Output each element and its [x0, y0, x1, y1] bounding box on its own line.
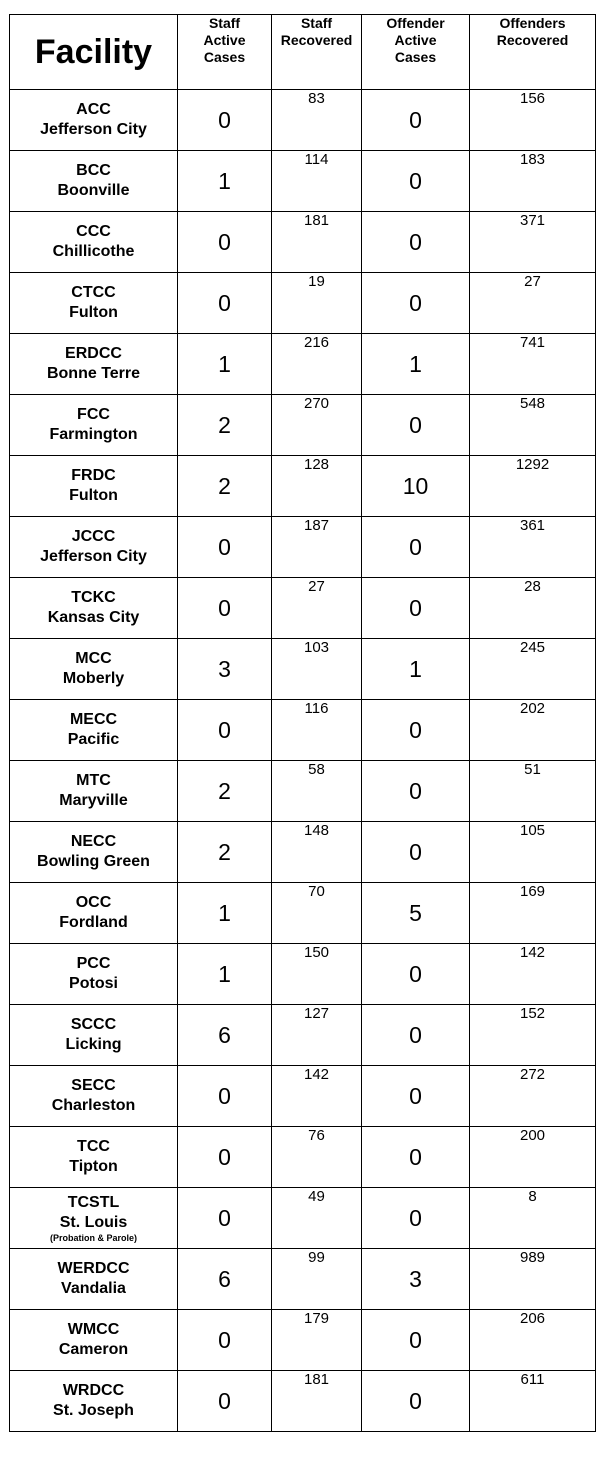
offender-active-cases-cell: 3 — [362, 1249, 470, 1310]
staff-recovered-cell: 103 — [272, 639, 362, 700]
offender-active-cases-cell: 1 — [362, 639, 470, 700]
facility-cell — [10, 1066, 178, 1127]
staff-active-cases-cell: 0 — [178, 578, 272, 639]
facility-city: Chillicothe — [52, 243, 135, 260]
staff-active-cases-cell: 1 — [178, 334, 272, 395]
table-row — [10, 700, 596, 761]
offender-active-cases-cell: 0 — [362, 1371, 470, 1432]
staff-active-cases-cell: 1 — [178, 151, 272, 212]
table-row — [10, 944, 596, 1005]
facility-code: MCC — [75, 650, 112, 667]
staff-active-cases-cell: 0 — [178, 273, 272, 334]
offenders-recovered-cell: 202 — [470, 700, 596, 761]
facility-code: MECC — [69, 711, 118, 728]
facility-code: FCC — [77, 406, 110, 423]
table-row — [10, 151, 596, 212]
header-offender-active-cases — [362, 15, 470, 90]
facility-city: Cameron — [58, 1341, 129, 1358]
staff-recovered-cell: 58 — [272, 761, 362, 822]
facility-cell — [10, 334, 178, 395]
staff-active-cases-cell: 0 — [178, 90, 272, 151]
offenders-recovered-cell: 105 — [470, 822, 596, 883]
facility-city: Fulton — [69, 304, 118, 321]
offenders-recovered-cell: 51 — [470, 761, 596, 822]
facility-city: St. Louis — [59, 1213, 128, 1231]
facility-code: WERDCC — [57, 1260, 130, 1277]
facility-cell — [10, 578, 178, 639]
offenders-recovered-cell: 611 — [470, 1371, 596, 1432]
facility-cell — [10, 944, 178, 1005]
table-row — [10, 1310, 596, 1371]
offenders-recovered-cell: 8 — [470, 1188, 596, 1249]
staff-active-cases-cell: 6 — [178, 1005, 272, 1066]
table-row — [10, 334, 596, 395]
offender-active-cases-cell: 0 — [362, 1066, 470, 1127]
facility-code: BCC — [76, 162, 111, 179]
facility-city: Jefferson City — [40, 121, 147, 138]
facility-city: Boonville — [57, 182, 130, 199]
facility-code: OCC — [75, 894, 112, 911]
offender-active-cases-cell: 0 — [362, 1188, 470, 1249]
table-row — [10, 578, 596, 639]
offenders-recovered-cell: 741 — [470, 334, 596, 395]
offenders-recovered-cell: 245 — [470, 639, 596, 700]
facility-cell — [10, 883, 178, 944]
offenders-recovered-cell: 142 — [470, 944, 596, 1005]
header-line: Recovered — [280, 32, 353, 48]
offender-active-cases-cell: 10 — [362, 456, 470, 517]
facility-code: SECC — [71, 1077, 116, 1094]
staff-recovered-cell: 128 — [272, 456, 362, 517]
facility-code: TCC — [77, 1138, 110, 1155]
facility-code: PCC — [76, 955, 111, 972]
offenders-recovered-cell: 169 — [470, 883, 596, 944]
staff-recovered-cell: 187 — [272, 517, 362, 578]
offender-active-cases-cell: 0 — [362, 212, 470, 273]
offender-active-cases-cell: 5 — [362, 883, 470, 944]
offenders-recovered-cell: 206 — [470, 1310, 596, 1371]
facility-cell — [10, 1249, 178, 1310]
offender-active-cases-cell: 0 — [362, 700, 470, 761]
table-row — [10, 639, 596, 700]
facility-code: WRDCC — [62, 1382, 125, 1399]
facility-code: CCC — [76, 223, 111, 240]
table-row — [10, 1188, 596, 1249]
facility-city: Vandalia — [61, 1280, 126, 1297]
facility-city: Pacific — [67, 731, 120, 748]
facility-cell — [10, 1127, 178, 1188]
offenders-recovered-cell: 200 — [470, 1127, 596, 1188]
staff-active-cases-cell: 0 — [178, 1127, 272, 1188]
facility-cell — [10, 822, 178, 883]
table-row — [10, 90, 596, 151]
facility-city: Jefferson City — [40, 548, 147, 565]
header-offenders-recovered — [470, 15, 596, 90]
table-row — [10, 212, 596, 273]
offender-active-cases-cell: 0 — [362, 944, 470, 1005]
facility-cell — [10, 90, 178, 151]
staff-recovered-cell: 179 — [272, 1310, 362, 1371]
staff-recovered-cell: 116 — [272, 700, 362, 761]
facility-cell — [10, 1005, 178, 1066]
facility-code: ACC — [76, 101, 111, 118]
header-staff-active-cases — [178, 15, 272, 90]
facility-code: MTC — [76, 772, 111, 789]
facility-city: Charleston — [51, 1097, 136, 1114]
staff-active-cases-cell: 2 — [178, 822, 272, 883]
header-staff-recovered — [272, 15, 362, 90]
offenders-recovered-cell: 989 — [470, 1249, 596, 1310]
facility-cases-table — [9, 14, 596, 1432]
table-row — [10, 456, 596, 517]
staff-active-cases-cell: 2 — [178, 395, 272, 456]
table-row — [10, 517, 596, 578]
facility-cell — [10, 700, 178, 761]
header-line: Offender — [386, 15, 445, 31]
staff-active-cases-cell: 0 — [178, 700, 272, 761]
header-facility: Facility — [10, 15, 178, 90]
staff-recovered-cell: 216 — [272, 334, 362, 395]
facility-code: SCCC — [70, 1016, 117, 1033]
facility-code: TCSTL — [67, 1193, 120, 1211]
facility-code: CTCC — [71, 284, 116, 301]
facility-city: Kansas City — [47, 609, 140, 626]
facility-code: WMCC — [67, 1321, 120, 1338]
staff-recovered-cell: 270 — [272, 395, 362, 456]
staff-recovered-cell: 83 — [272, 90, 362, 151]
offenders-recovered-cell: 27 — [470, 273, 596, 334]
offenders-recovered-cell: 272 — [470, 1066, 596, 1127]
facility-cell — [10, 1371, 178, 1432]
offender-active-cases-cell: 0 — [362, 151, 470, 212]
table-row — [10, 1371, 596, 1432]
offender-active-cases-cell: 0 — [362, 761, 470, 822]
header-line: Staff — [208, 15, 241, 31]
offenders-recovered-cell: 548 — [470, 395, 596, 456]
facility-city: Farmington — [49, 426, 138, 443]
facility-cell — [10, 151, 178, 212]
staff-active-cases-cell: 1 — [178, 883, 272, 944]
offenders-recovered-cell: 156 — [470, 90, 596, 151]
offender-active-cases-cell: 0 — [362, 517, 470, 578]
header-line: Staff — [300, 15, 333, 31]
staff-active-cases-cell: 2 — [178, 456, 272, 517]
facility-code: JCCC — [71, 528, 116, 545]
staff-recovered-cell: 70 — [272, 883, 362, 944]
staff-active-cases-cell: 0 — [178, 1371, 272, 1432]
staff-recovered-cell: 19 — [272, 273, 362, 334]
facility-code: FRDC — [71, 467, 116, 484]
offender-active-cases-cell: 0 — [362, 395, 470, 456]
facility-city: Tipton — [69, 1158, 118, 1175]
staff-recovered-cell: 49 — [272, 1188, 362, 1249]
table-body — [10, 90, 596, 1432]
offender-active-cases-cell: 0 — [362, 273, 470, 334]
staff-active-cases-cell: 6 — [178, 1249, 272, 1310]
facility-code: NECC — [70, 833, 117, 850]
facility-city: Licking — [65, 1036, 122, 1053]
facility-cell — [10, 395, 178, 456]
staff-active-cases-cell: 0 — [178, 1188, 272, 1249]
table-row — [10, 1249, 596, 1310]
staff-active-cases-cell: 2 — [178, 761, 272, 822]
facility-city: Potosi — [69, 975, 118, 992]
offenders-recovered-cell: 1292 — [470, 456, 596, 517]
facility-cell — [10, 273, 178, 334]
table-row — [10, 1127, 596, 1188]
offenders-recovered-cell: 183 — [470, 151, 596, 212]
staff-recovered-cell: 127 — [272, 1005, 362, 1066]
table-row — [10, 1005, 596, 1066]
facility-cell — [10, 212, 178, 273]
facility-city: Bonne Terre — [46, 365, 141, 382]
facility-cell — [10, 639, 178, 700]
offender-active-cases-cell: 1 — [362, 334, 470, 395]
offenders-recovered-cell: 371 — [470, 212, 596, 273]
facility-code: TCKC — [71, 589, 116, 606]
offender-active-cases-cell: 0 — [362, 1127, 470, 1188]
table-row — [10, 761, 596, 822]
facility-city: Bowling Green — [37, 853, 150, 870]
header-line: Offenders — [499, 15, 566, 31]
offender-active-cases-cell: 0 — [362, 1005, 470, 1066]
header-row — [10, 15, 596, 90]
facility-cell — [10, 517, 178, 578]
staff-active-cases-cell: 0 — [178, 212, 272, 273]
staff-active-cases-cell: 0 — [178, 517, 272, 578]
facility-cell — [10, 456, 178, 517]
table-row — [10, 883, 596, 944]
facility-cell — [10, 761, 178, 822]
facility-city: Maryville — [59, 792, 128, 809]
staff-recovered-cell: 148 — [272, 822, 362, 883]
facility-city: Moberly — [62, 670, 125, 687]
staff-recovered-cell: 150 — [272, 944, 362, 1005]
staff-active-cases-cell: 1 — [178, 944, 272, 1005]
header-line: Active — [394, 32, 437, 48]
offender-active-cases-cell: 0 — [362, 578, 470, 639]
staff-recovered-cell: 99 — [272, 1249, 362, 1310]
facility-city: St. Joseph — [53, 1402, 134, 1419]
staff-recovered-cell: 27 — [272, 578, 362, 639]
facility-city: Fulton — [69, 487, 118, 504]
table-row — [10, 395, 596, 456]
table-row — [10, 1066, 596, 1127]
staff-active-cases-cell: 0 — [178, 1066, 272, 1127]
header-line: Cases — [203, 49, 246, 65]
header-line: Cases — [394, 49, 437, 65]
staff-recovered-cell: 142 — [272, 1066, 362, 1127]
offender-active-cases-cell: 0 — [362, 1310, 470, 1371]
offenders-recovered-cell: 152 — [470, 1005, 596, 1066]
facility-city: Fordland — [59, 914, 128, 931]
header-line: Active — [203, 32, 246, 48]
facility-code: ERDCC — [65, 345, 122, 362]
staff-recovered-cell: 114 — [272, 151, 362, 212]
offenders-recovered-cell: 28 — [470, 578, 596, 639]
staff-active-cases-cell: 3 — [178, 639, 272, 700]
facility-cell — [10, 1188, 178, 1249]
staff-recovered-cell: 76 — [272, 1127, 362, 1188]
offender-active-cases-cell: 0 — [362, 90, 470, 151]
facility-cell — [10, 1310, 178, 1371]
staff-recovered-cell: 181 — [272, 212, 362, 273]
staff-active-cases-cell: 0 — [178, 1310, 272, 1371]
staff-recovered-cell: 181 — [272, 1371, 362, 1432]
offenders-recovered-cell: 361 — [470, 517, 596, 578]
facility-note: (Probation & Parole) — [49, 1232, 137, 1243]
table-row — [10, 822, 596, 883]
table-row — [10, 273, 596, 334]
offender-active-cases-cell: 0 — [362, 822, 470, 883]
header-line: Recovered — [496, 32, 569, 48]
